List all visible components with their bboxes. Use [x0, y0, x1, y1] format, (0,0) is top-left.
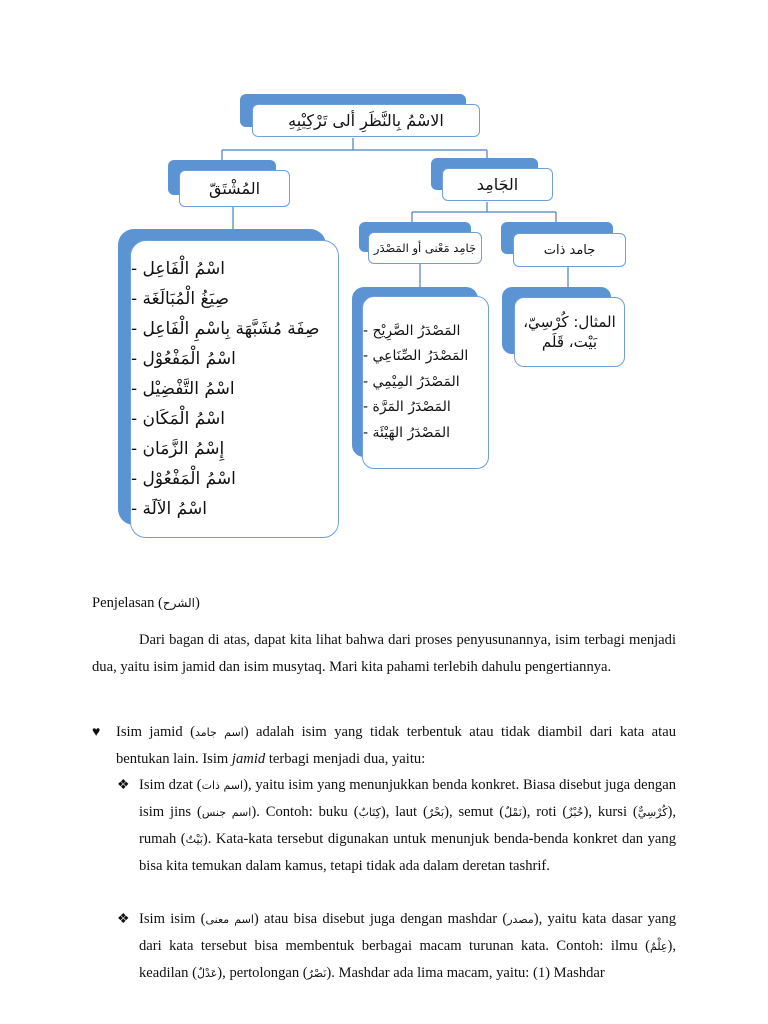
- musytaq-label: المُشْتَقّ: [179, 170, 290, 207]
- dzat-example-line-2: بَيْت، قَلَم: [541, 333, 598, 351]
- dzat-example: [514, 297, 625, 367]
- list-item: اسْمُ الْمَفْعُوْل -: [131, 469, 236, 489]
- sub-bullet-isim-dzat: Isim dzat (اسم ذات), yaitu isim yang menunjukkan benda konkret. Biasa disebut juga dengan isim jins (اسم جنس). Contoh: buku (كِتَابٌ), laut (بَحْرٌ), semut (نَمْلٌ), roti (خُبْزٌ), kursi (كُرْسِيٌّ), rumah (بَيْتٌ). Kata-kata tersebut digunakan untuk menunjuk benda-benda konkret dan yang bisa kita temukan dalam kamus, tetapi tidak ada dalam deretan tashrif.: [139, 777, 676, 874]
- sub-bullet-isim-makna: Isim isim (اسم معنى) atau bisa disebut juga dengan mashdar (مصدر), yaitu kata dasar yang dari kata tersebut bisa membentuk berbagai macam turunan kata. Contoh: ilmu (عِلْمٌ), keadilan (عَدْلٌ), pertolongan (نَصْرٌ). Mashdar ada lima macam, yaitu: (1) Mashdar: [139, 911, 676, 981]
- list-item: المَصْدَرُ المِيْمِي -: [363, 373, 460, 390]
- heart-bullet-icon: ♥: [92, 725, 101, 740]
- masdar-list: [362, 296, 489, 469]
- list-item: المَصْدَرُ الصِّنَاعِي -: [363, 348, 469, 365]
- list-item: اسْمُ الْفَاعِل -: [131, 259, 225, 279]
- intro-paragraph: Dari bagan di atas, dapat kita lihat bahwa dari proses penyusunannya, isim terbagi menjadi dua, yaitu isim jamid dan isim musytaq. Mari kita pahami terlebih dahulu pengertiannya.: [92, 632, 676, 675]
- list-item: صِفَة مُشَبَّهَة بِاسْمِ الْفَاعِل -: [131, 319, 320, 339]
- jamid-label: الجَامِد: [442, 168, 553, 201]
- list-item: إِسْمُ الزَّمَان -: [131, 439, 225, 459]
- bullet-isim-jamid: Isim jamid (اسم جامد) adalah isim yang tidak terbentuk atau tidak diambil dari kata atau bentukan lain. Isim jamid terbagi menjadi dua, yaitu:: [116, 724, 676, 767]
- musytaq-list: [130, 240, 339, 538]
- list-item: اسْمُ التَّفْضِيْل -: [131, 379, 235, 399]
- diamond-bullet-icon: ❖: [117, 778, 130, 793]
- jamid-dzat-label: جامد ذات: [513, 233, 626, 267]
- section-heading: Penjelasan (الشرح): [92, 595, 200, 611]
- list-item: اسْمُ الآلَة -: [131, 499, 207, 519]
- list-item: اسْمُ الْمَفْعُوْل -: [131, 349, 236, 369]
- jamid-maknawi-label: جَامِد مَعْنى أو المَصْدَر: [368, 232, 482, 264]
- diamond-bullet-icon: ❖: [117, 912, 130, 927]
- list-item: المَصْدَرُ الصَّرِيْح -: [363, 322, 461, 339]
- list-item: المَصْدَرُ الهَيْئَة -: [363, 424, 451, 441]
- list-item: المَصْدَرُ المَرَّة -: [363, 399, 451, 416]
- root-label: الاسْمُ بِالنَّظَرِ ألى تَرْكِيْبِهِ: [252, 104, 480, 137]
- list-item: اسْمُ الْمَكَان -: [131, 409, 226, 429]
- list-item: صِيَغُ الْمُبَالَغَة -: [131, 289, 230, 309]
- dzat-example-line-1: المثال: كُرْسِيّ،: [523, 313, 616, 331]
